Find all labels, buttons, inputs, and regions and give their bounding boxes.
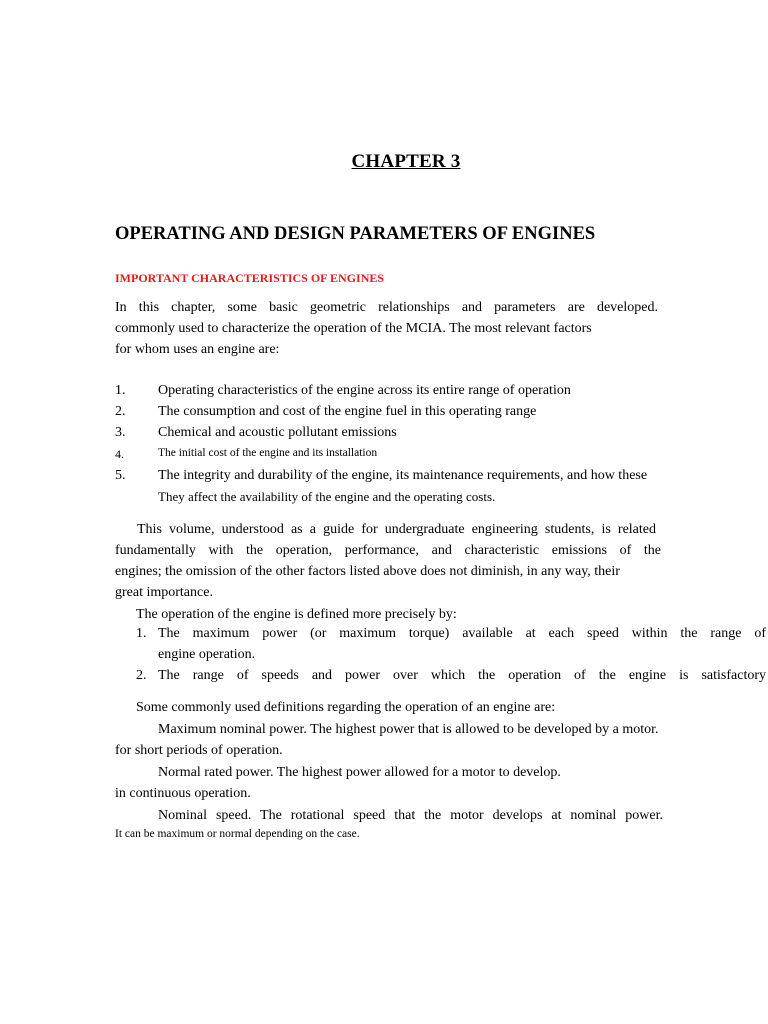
section-subtitle: IMPORTANT CHARACTERISTICS OF ENGINES bbox=[115, 271, 385, 285]
list-item-number: 1. bbox=[136, 626, 147, 641]
list-item bbox=[0, 626, 768, 647]
list-item-number: 4. bbox=[115, 447, 124, 461]
definition-nominal-speed bbox=[158, 805, 663, 826]
volume-line-3: engines; the omission of the other factors listed above does not diminish, in any way, their bbox=[115, 564, 620, 579]
definition-max-power: Maximum nominal power. The highest power that is allowed to be developed by a motor. bbox=[158, 722, 659, 737]
intro-line-2: commonly used to characterize the operation of the MCIA. The most relevant factors bbox=[115, 321, 592, 336]
intro-line-1: In this chapter, some basic geometric relationships and parameters are developed. bbox=[115, 300, 658, 315]
list-item-text: The initial cost of the engine and its installation bbox=[158, 447, 378, 459]
intro-line-3: for whom uses an engine are: bbox=[115, 342, 280, 357]
list-item bbox=[0, 468, 768, 489]
list-item-text: The range of speeds and power over which the operation of the engine is satisfactory bbox=[158, 668, 766, 683]
list-item-text: Chemical and acoustic pollutant emissions bbox=[158, 425, 397, 440]
definition-nominal-speed-cont: It can be maximum or normal depending on the case. bbox=[115, 828, 360, 840]
list-item-number: 2. bbox=[136, 668, 147, 683]
definition-max-power-cont: for short periods of operation. bbox=[115, 743, 283, 758]
list-item-text: The consumption and cost of the engine fuel in this operating range bbox=[158, 404, 537, 419]
volume-line-2: fundamentally with the operation, performance, and characteristic emissions of the bbox=[115, 543, 661, 558]
definition-normal-power: Normal rated power. The highest power allowed for a motor to develop. bbox=[158, 765, 561, 780]
chapter-heading: CHAPTER 3 bbox=[351, 151, 461, 172]
page-title: OPERATING AND DESIGN PARAMETERS OF ENGINES bbox=[115, 224, 596, 244]
volume-line-1: This volume, understood as a guide for undergraduate engineering students, is related bbox=[137, 522, 656, 537]
list-item-text: Operating characteristics of the engine across its entire range of operation bbox=[158, 383, 571, 398]
operation-intro: The operation of the engine is defined more precisely by: bbox=[136, 607, 457, 622]
list-item-text: The integrity and durability of the engine, its maintenance requirements, and how these bbox=[158, 468, 648, 483]
definition-normal-power-cont: in continuous operation. bbox=[115, 786, 251, 801]
list-item bbox=[0, 425, 768, 446]
list-item-continuation bbox=[0, 647, 768, 668]
volume-line-4: great importance. bbox=[115, 585, 213, 600]
volume-paragraph bbox=[115, 519, 661, 603]
intro-paragraph bbox=[115, 297, 658, 360]
list-item-number: 3. bbox=[115, 425, 126, 440]
list-item-number: 5. bbox=[115, 468, 126, 483]
definition-nominal-speed-text: Nominal speed. The rotational speed that the motor develops at nominal power. bbox=[158, 808, 663, 823]
definitions-intro: Some commonly used definitions regarding the operation of an engine are: bbox=[136, 700, 556, 715]
list-item-text: The maximum power (or maximum torque) available at each speed within the range of bbox=[158, 626, 766, 641]
list-item bbox=[0, 404, 768, 425]
list-item-number: 1. bbox=[115, 383, 126, 398]
list-item-text: They affect the availability of the engine and the operating costs. bbox=[158, 489, 496, 504]
list-item bbox=[0, 447, 768, 468]
list-item-continuation bbox=[0, 489, 768, 510]
list-item bbox=[0, 383, 768, 404]
list-item bbox=[0, 668, 768, 689]
list-item-number: 2. bbox=[115, 404, 126, 419]
list-item-text: engine operation. bbox=[158, 647, 256, 662]
